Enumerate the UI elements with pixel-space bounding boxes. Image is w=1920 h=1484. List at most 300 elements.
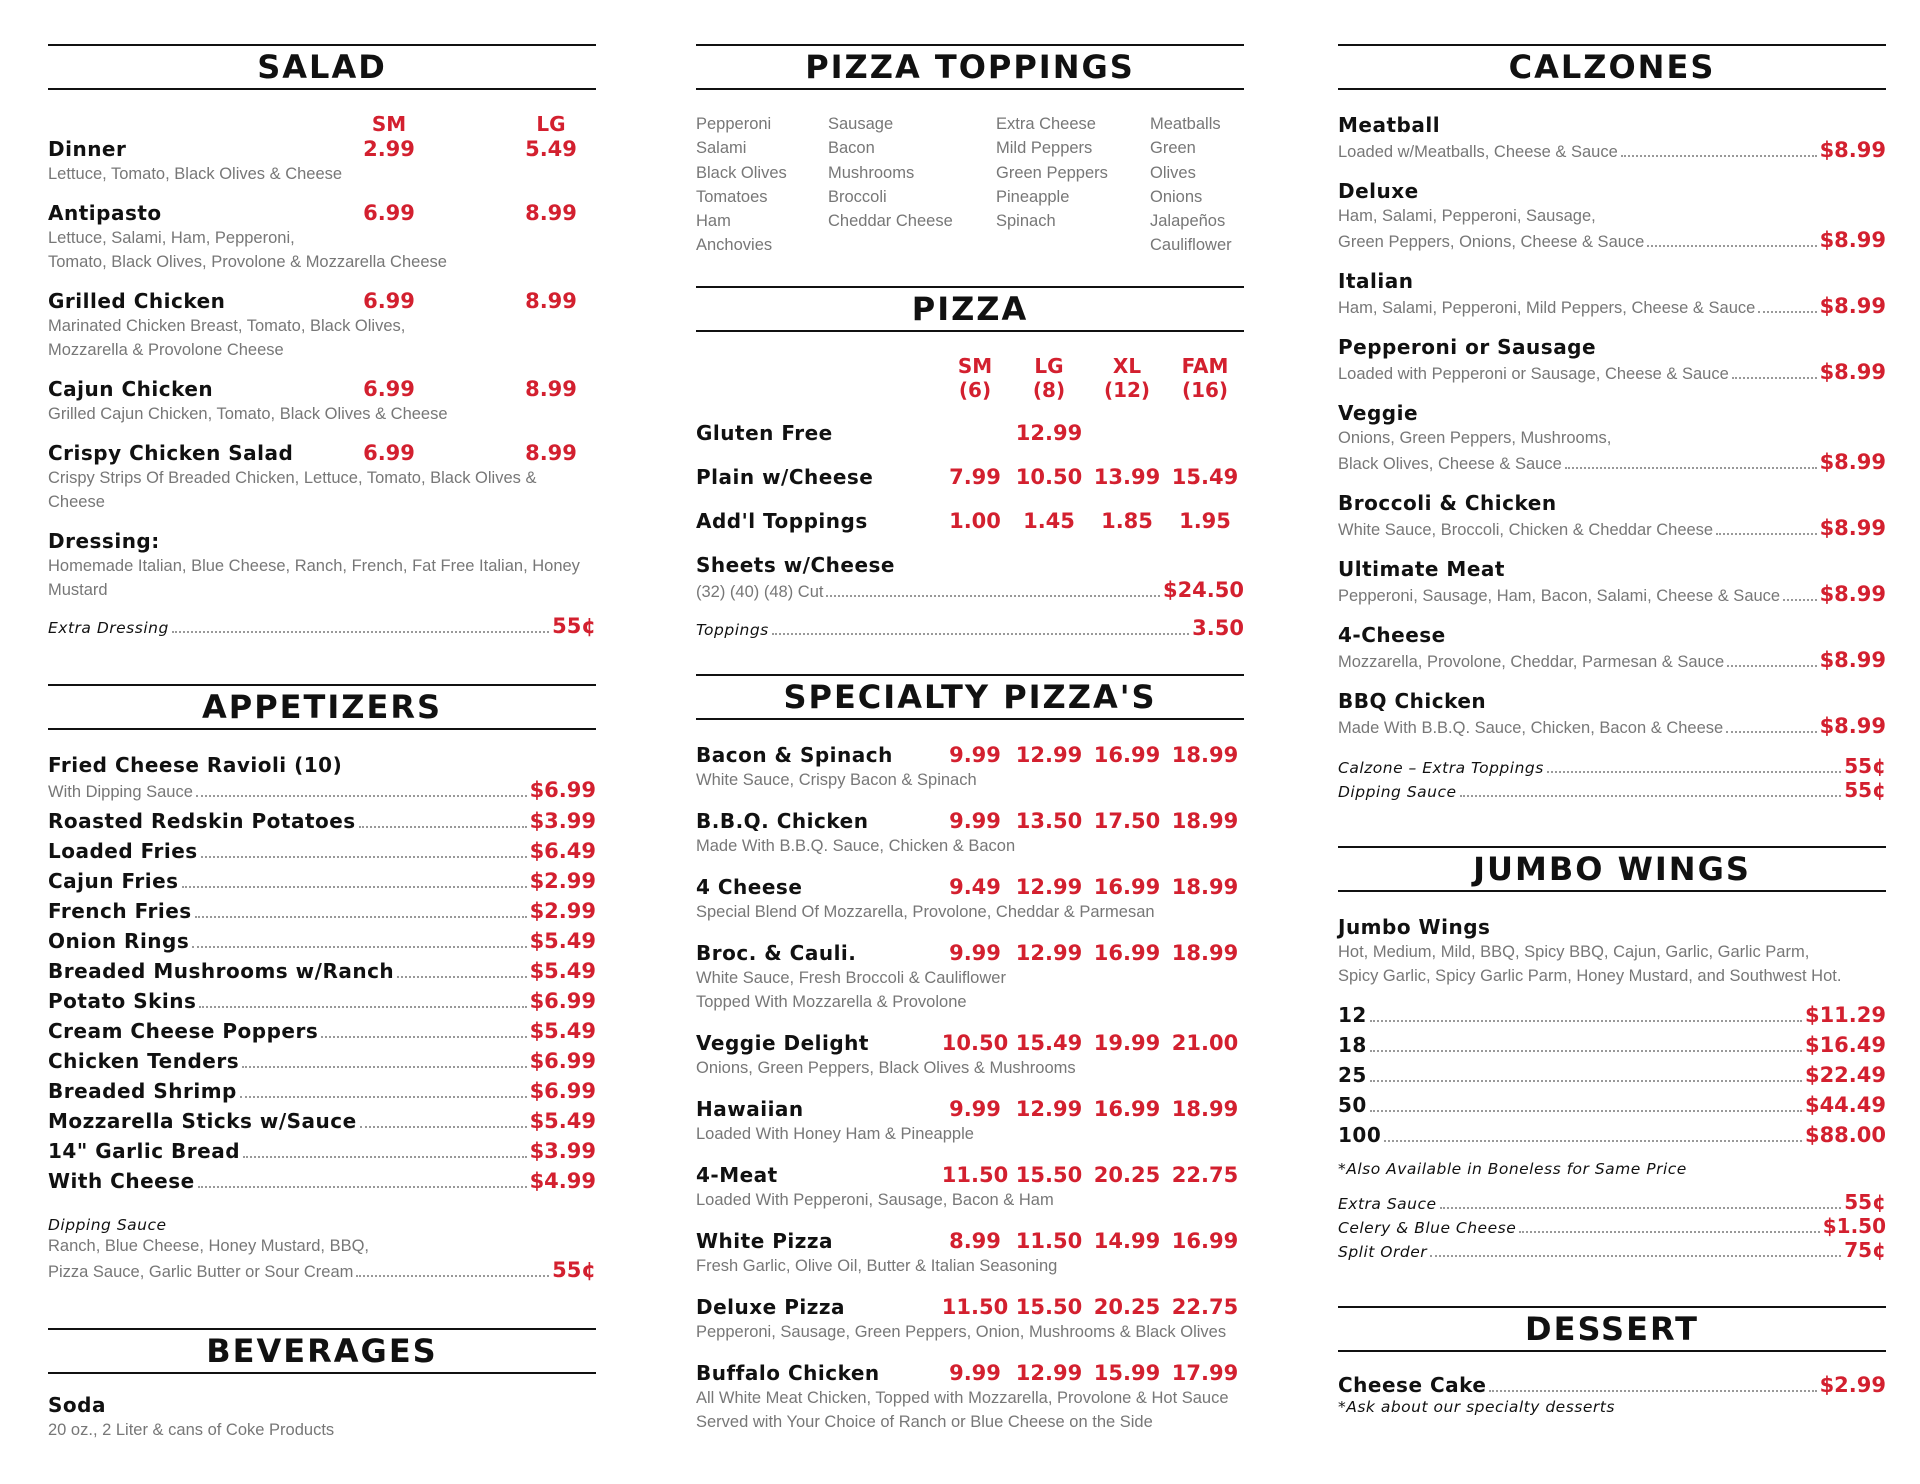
specialty-price: 11.50 (1015, 1228, 1083, 1253)
pizza-price-row (696, 420, 1244, 446)
topping-item: Green Peppers (996, 163, 1108, 182)
pizza-size-label: XL (1112, 353, 1142, 378)
wing-count-row (1338, 1032, 1886, 1062)
specialty-desc: White Sauce, Fresh Broccoli & Cauliflower (696, 968, 1006, 987)
wing-count-row (1338, 1092, 1886, 1122)
sheets-price: $24.50 (1162, 577, 1244, 602)
pizza-toppings-label: Toppings (696, 620, 769, 639)
calzone-item (1338, 334, 1886, 386)
specialty-price: 12.99 (1015, 1360, 1083, 1385)
wing-extra-row (1338, 1214, 1886, 1238)
calzone-price: $8.99 (1819, 360, 1886, 384)
appetizer-name: Mozzarella Sticks w/Sauce (48, 1109, 357, 1133)
specialty-desc: Made With B.B.Q. Sauce, Chicken & Bacon (696, 836, 1016, 855)
topping-item: Black Olives (696, 163, 787, 182)
specialty-name: 4 Cheese (696, 874, 803, 899)
specialty-line (696, 1228, 1244, 1254)
salad-price-sm: 6.99 (363, 201, 415, 225)
specialty-price: 16.99 (1093, 742, 1161, 767)
salad-size-header (48, 112, 596, 136)
appetizer-price: $2.99 (529, 899, 596, 923)
leader-dots (360, 1126, 527, 1128)
appetizer-row (48, 1138, 596, 1168)
specialty-line (696, 1030, 1244, 1056)
calzone-desc: Black Olives, Cheese & Sauce (1338, 455, 1562, 473)
calzone-price: $8.99 (1819, 648, 1886, 672)
size-sm-label: SM (371, 112, 407, 136)
salad-name: Cajun Chicken (48, 377, 214, 401)
appetizer-price: $2.99 (529, 869, 596, 893)
calzone-desc: Onions, Green Peppers, Mushrooms, (1338, 429, 1612, 447)
wings-desc-1: Hot, Medium, Mild, BBQ, Spicy BBQ, Cajun, Garlic, Garlic Parm, (1338, 943, 1810, 961)
leader-dots (1565, 467, 1817, 469)
calzone-price-row (1338, 648, 1886, 674)
salad-name: Antipasto (48, 201, 162, 225)
specialty-price: 9.99 (949, 742, 1001, 767)
pizza-toppings-row (696, 616, 1244, 640)
appetizer-row (48, 898, 596, 928)
specialty-item (696, 940, 1244, 1014)
specialty-name: Buffalo Chicken (696, 1360, 880, 1385)
specialty-desc: Topped With Mozzarella & Provolone (696, 992, 967, 1011)
calzone-price: $8.99 (1819, 138, 1886, 162)
pizza-price-row (696, 464, 1244, 490)
leader-dots (1726, 731, 1816, 733)
extra-dressing-label: Extra Dressing (48, 619, 169, 637)
appetizer-price: $5.49 (529, 1109, 596, 1133)
appetizer-name: Cajun Fries (48, 869, 179, 893)
beverage-name: Soda (48, 1393, 106, 1417)
calzones-title: CALZONES (1338, 44, 1886, 90)
specialty-item (696, 1360, 1244, 1434)
topping-item: Extra Cheese (996, 115, 1096, 133)
sheets-block (696, 552, 1244, 640)
specialty-line (696, 940, 1244, 966)
wings-name: Jumbo Wings (1338, 915, 1491, 939)
appetizer-price: $6.99 (529, 778, 596, 802)
appetizer-desc: With Dipping Sauce (48, 783, 193, 801)
appetizer-price: $5.49 (529, 959, 596, 983)
appetizer-row (48, 1078, 596, 1108)
wing-count-row (1338, 1002, 1886, 1032)
wing-price: $16.49 (1804, 1033, 1886, 1057)
pizza-row-name: Add'l Toppings (696, 508, 868, 533)
salad-desc: Marinated Chicken Breast, Tomato, Black Olives, (48, 317, 406, 335)
leader-dots (1783, 599, 1816, 601)
topping-item: Bacon (828, 139, 875, 158)
wing-price: $11.29 (1804, 1003, 1886, 1027)
leader-dots (1519, 1231, 1819, 1233)
specialty-price: 12.99 (1015, 940, 1083, 965)
pizza-size-inch: (16) (1181, 377, 1229, 402)
specialty-line (696, 1294, 1244, 1320)
specialty-name: B.B.Q. Chicken (696, 808, 869, 833)
extra-dressing-row (48, 614, 596, 638)
column-middle (696, 44, 1244, 1450)
leader-dots (1440, 1207, 1842, 1209)
wing-extra-price: $1.50 (1822, 1214, 1886, 1238)
specialty-line (696, 1162, 1244, 1188)
wing-count-row (1338, 1062, 1886, 1092)
toppings-col-4 (1150, 112, 1244, 258)
specialty-title: SPECIALTY PIZZA'S (696, 674, 1244, 720)
calzone-price-row (1338, 360, 1886, 386)
calzone-name: Broccoli & Chicken (1338, 491, 1557, 515)
specialty-price: 12.99 (1015, 874, 1083, 899)
specialty-price: 22.75 (1171, 1294, 1239, 1319)
appetizer-row (48, 808, 596, 838)
leader-dots (1384, 1140, 1802, 1142)
appetizer-price: $6.99 (529, 989, 596, 1013)
salad-item-line (48, 200, 596, 226)
salad-desc: Grilled Cajun Chicken, Tomato, Black Olives & Cheese (48, 405, 448, 423)
appetizer-name: Cream Cheese Poppers (48, 1019, 319, 1043)
specialty-price: 16.99 (1093, 874, 1161, 899)
specialty-desc: White Sauce, Crispy Bacon & Spinach (696, 770, 977, 789)
calzone-desc: Pepperoni, Sausage, Ham, Bacon, Salami, Cheese & Sauce (1338, 587, 1781, 605)
topping-item: Green Olives (1150, 139, 1196, 182)
calzone-desc: Ham, Salami, Pepperoni, Mild Peppers, Cheese & Sauce (1338, 299, 1756, 317)
calzone-name: Veggie (1338, 401, 1419, 425)
appetizer-row (48, 1168, 596, 1198)
calzone-item (1338, 178, 1886, 254)
appetizer-name: Breaded Mushrooms w/Ranch (48, 959, 395, 983)
appetizer-price: $6.99 (529, 1079, 596, 1103)
specialty-price: 18.99 (1171, 808, 1239, 833)
appetizer-row (48, 868, 596, 898)
calzone-price: $8.99 (1819, 450, 1886, 474)
specialty-price: 9.49 (949, 874, 1001, 899)
leader-dots (1716, 533, 1816, 535)
wing-price: $88.00 (1804, 1123, 1886, 1147)
appetizer-price: $3.99 (529, 1139, 596, 1163)
leader-dots (772, 633, 1189, 635)
topping-item: Mild Peppers (996, 139, 1093, 158)
leader-dots (1732, 377, 1817, 379)
calzone-name: 4-Cheese (1338, 623, 1446, 647)
specialty-line (696, 1096, 1244, 1122)
specialty-price: 15.50 (1015, 1162, 1083, 1187)
appetizer-name: Onion Rings (48, 929, 190, 953)
topping-item: Broccoli (828, 187, 887, 206)
calzone-item (1338, 556, 1886, 608)
salad-item-line (48, 136, 596, 162)
beverage-desc: 20 oz., 2 Liter & cans of Coke Products (48, 1421, 335, 1439)
calzone-price-row (1338, 228, 1886, 254)
leader-dots (1370, 1080, 1802, 1082)
calzone-desc: Ham, Salami, Pepperoni, Sausage, (1338, 207, 1596, 225)
dressing-desc: Homemade Italian, Blue Cheese, Ranch, French, Fat Free Italian, Honey Mustard (48, 557, 580, 599)
calzone-name: Pepperoni or Sausage (1338, 335, 1597, 359)
calzone-extra-row (1338, 778, 1886, 802)
dessert-name: Cheese Cake (1338, 1373, 1487, 1397)
dipping-sauce-block (48, 1216, 596, 1284)
specialty-price: 22.75 (1171, 1162, 1239, 1187)
pizza-size-inch: (6) (958, 377, 992, 402)
calzone-price: $8.99 (1819, 714, 1886, 738)
specialty-price: 18.99 (1171, 940, 1239, 965)
specialty-price: 13.50 (1015, 808, 1083, 833)
calzone-price-row (1338, 516, 1886, 542)
specialty-price: 15.49 (1015, 1030, 1083, 1055)
dressing-block (48, 528, 596, 638)
calzone-name: Italian (1338, 269, 1414, 293)
specialty-price: 12.99 (1015, 742, 1083, 767)
specialty-desc: Fresh Garlic, Olive Oil, Butter & Italian Seasoning (696, 1256, 1058, 1275)
pizza-size-label: FAM (1181, 353, 1229, 378)
sheets-name: Sheets w/Cheese (696, 552, 895, 577)
dessert-row (1338, 1372, 1886, 1398)
calzone-extra-label: Dipping Sauce (1338, 783, 1457, 801)
topping-item: Tomatoes (696, 187, 768, 206)
salad-price-sm: 6.99 (363, 289, 415, 313)
leader-dots (1489, 1390, 1816, 1392)
topping-item: Sausage (828, 115, 894, 133)
pizza-price: 13.99 (1093, 464, 1161, 489)
specialty-price: 19.99 (1093, 1030, 1161, 1055)
pizza-price: 1.45 (1023, 508, 1075, 533)
pizza-price-row (696, 508, 1244, 534)
specialty-item (696, 742, 1244, 792)
pizza-size-col (1010, 354, 1088, 402)
toppings-col-1 (696, 112, 828, 258)
wing-extra-row (1338, 1190, 1886, 1214)
salad-name: Grilled Chicken (48, 289, 226, 313)
specialty-price: 16.99 (1171, 1228, 1239, 1253)
specialty-price: 16.99 (1093, 1096, 1161, 1121)
appetizer-row (48, 988, 596, 1018)
appetizer-name: With Cheese (48, 1169, 195, 1193)
salad-price-sm: 6.99 (363, 377, 415, 401)
topping-item: Ham (696, 212, 731, 231)
specialty-name: White Pizza (696, 1228, 834, 1253)
calzone-desc: Mozzarella, Provolone, Cheddar, Parmesan & Sauce (1338, 653, 1725, 671)
pizza-price: 10.50 (1015, 464, 1083, 489)
specialty-item (696, 808, 1244, 858)
pizza-price-rows (696, 420, 1244, 534)
salad-desc: Lettuce, Tomato, Black Olives & Cheese (48, 165, 343, 183)
leader-dots (1727, 665, 1816, 667)
size-lg-label: LG (536, 112, 566, 136)
wing-extra-price: 55¢ (1844, 1190, 1886, 1214)
dipping-label: Dipping Sauce (48, 1216, 167, 1234)
salad-price-sm: 2.99 (363, 137, 415, 161)
salad-list (48, 136, 596, 514)
salad-item-line (48, 288, 596, 314)
topping-item: Cheddar Cheese (828, 212, 953, 231)
salad-item (48, 200, 596, 274)
leader-dots (192, 946, 526, 948)
specialty-price: 16.99 (1093, 940, 1161, 965)
calzone-name: Meatball (1338, 113, 1441, 137)
appetizer-first (48, 752, 596, 808)
salad-desc: Lettuce, Salami, Ham, Pepperoni, (48, 229, 295, 247)
pizza-price: 1.00 (949, 508, 1001, 533)
leader-dots (196, 795, 527, 797)
dessert-title: DESSERT (1338, 1306, 1886, 1352)
salad-desc: Crispy Strips Of Breaded Chicken, Lettuce, Tomato, Black Olives & Cheese (48, 469, 537, 511)
pizza-price: 1.85 (1101, 508, 1153, 533)
leader-dots (199, 1006, 526, 1008)
wing-extra-price: 75¢ (1844, 1238, 1886, 1262)
appetizer-list (48, 808, 596, 1198)
appetizer-row (48, 928, 596, 958)
dipping-row (48, 1258, 596, 1284)
leader-dots (1370, 1050, 1802, 1052)
appetizer-price: $4.99 (529, 1169, 596, 1193)
specialty-price: 9.99 (949, 1096, 1001, 1121)
dessert-note: *Ask about our specialty desserts (1338, 1398, 1615, 1416)
appetizer-price: $5.49 (529, 929, 596, 953)
appetizer-row (48, 958, 596, 988)
extra-dressing-price: 55¢ (552, 614, 596, 638)
leader-dots (1460, 795, 1842, 797)
salad-price-lg: 8.99 (525, 377, 577, 401)
salad-item (48, 136, 596, 186)
salad-item-line (48, 440, 596, 466)
leader-dots (172, 631, 549, 633)
specialty-item (696, 874, 1244, 924)
dipping-price: 55¢ (552, 1258, 596, 1282)
leader-dots (1547, 771, 1841, 773)
pizza-price: 1.95 (1179, 508, 1231, 533)
calzone-desc: Green Peppers, Onions, Cheese & Sauce (1338, 233, 1645, 251)
specialty-price: 14.99 (1093, 1228, 1161, 1253)
calzone-price-row (1338, 714, 1886, 740)
appetizer-name: French Fries (48, 899, 192, 923)
salad-price-lg: 8.99 (525, 289, 577, 313)
topping-item: Meatballs (1150, 115, 1221, 133)
wings-desc-2: Spicy Garlic, Spicy Garlic Parm, Honey Mustard, and Southwest Hot. (1338, 967, 1842, 985)
specialty-desc: Loaded With Pepperoni, Sausage, Bacon & Ham (696, 1190, 1054, 1209)
calzone-price: $8.99 (1819, 516, 1886, 540)
specialty-line (696, 874, 1244, 900)
wing-qty: 25 (1338, 1063, 1367, 1087)
leader-dots (1758, 311, 1816, 313)
specialty-price: 17.50 (1093, 808, 1161, 833)
specialty-name: 4-Meat (696, 1162, 778, 1187)
appetizer-name: Breaded Shrimp (48, 1079, 237, 1103)
leader-dots (1370, 1020, 1802, 1022)
leader-dots (1370, 1110, 1802, 1112)
specialty-price: 20.25 (1093, 1162, 1161, 1187)
appetizer-name: 14" Garlic Bread (48, 1139, 241, 1163)
calzone-item (1338, 268, 1886, 320)
specialty-price: 10.50 (941, 1030, 1009, 1055)
specialty-item (696, 1096, 1244, 1146)
calzone-name: Deluxe (1338, 179, 1419, 203)
topping-item: Anchovies (696, 236, 773, 255)
specialty-name: Hawaiian (696, 1096, 804, 1121)
appetizer-row (48, 1048, 596, 1078)
leader-dots (1647, 245, 1816, 247)
specialty-item (696, 1228, 1244, 1278)
toppings-title: PIZZA TOPPINGS (696, 44, 1244, 90)
leader-dots (240, 1096, 527, 1098)
calzone-item (1338, 112, 1886, 164)
specialty-price: 11.50 (941, 1294, 1009, 1319)
specialty-desc: Served with Your Choice of Ranch or Blue Cheese on the Side (696, 1412, 1153, 1431)
leader-dots (182, 886, 527, 888)
specialty-price: 20.25 (1093, 1294, 1161, 1319)
calzone-list (1338, 112, 1886, 740)
calzone-name: Ultimate Meat (1338, 557, 1505, 581)
pizza-size-inch: (12) (1103, 377, 1151, 402)
topping-item: Pepperoni (696, 115, 772, 133)
wing-extra-row (1338, 1238, 1886, 1262)
specialty-name: Veggie Delight (696, 1030, 869, 1055)
calzone-extra-price: 55¢ (1844, 778, 1886, 802)
specialty-price: 12.99 (1015, 1096, 1083, 1121)
calzone-price: $8.99 (1819, 582, 1886, 606)
specialty-price: 15.99 (1093, 1360, 1161, 1385)
appetizer-price: $5.49 (529, 1019, 596, 1043)
wing-qty: 100 (1338, 1123, 1382, 1147)
wing-extras (1338, 1190, 1886, 1262)
pizza-size-col (1088, 354, 1166, 402)
topping-item: Salami (696, 139, 747, 158)
appetizers-title: APPETIZERS (48, 684, 596, 730)
calzone-desc: Made With B.B.Q. Sauce, Chicken, Bacon & Cheese (1338, 719, 1724, 737)
specialty-price: 9.99 (949, 940, 1001, 965)
toppings-col-3 (996, 112, 1150, 258)
calzone-extras (1338, 754, 1886, 802)
salad-price-lg: 8.99 (525, 201, 577, 225)
calzone-item (1338, 622, 1886, 674)
specialty-price: 9.99 (949, 1360, 1001, 1385)
dressing-label: Dressing: (48, 529, 160, 553)
dipping-desc-1: Ranch, Blue Cheese, Honey Mustard, BBQ, (48, 1237, 369, 1255)
leader-dots (243, 1156, 527, 1158)
specialty-price: 15.50 (1015, 1294, 1083, 1319)
specialty-line (696, 1360, 1244, 1386)
calzone-name: BBQ Chicken (1338, 689, 1487, 713)
salad-item (48, 376, 596, 426)
toppings-col-2 (828, 112, 996, 258)
leader-dots (321, 1036, 526, 1038)
specialty-list (696, 742, 1244, 1434)
pizza-row-name: Gluten Free (696, 420, 833, 445)
topping-item: Onions (1150, 187, 1203, 206)
specialty-name: Broc. & Cauli. (696, 940, 857, 965)
wing-count-row (1338, 1122, 1886, 1152)
specialty-price: 8.99 (949, 1228, 1001, 1253)
boneless-note: *Also Available in Boneless for Same Price (1338, 1160, 1687, 1178)
calzone-price: $8.99 (1819, 294, 1886, 318)
column-right (1338, 44, 1886, 1416)
leader-dots (1430, 1255, 1841, 1257)
specialty-price: 11.50 (941, 1162, 1009, 1187)
specialty-line (696, 742, 1244, 768)
specialty-desc: Onions, Green Peppers, Black Olives & Mushrooms (696, 1058, 1076, 1077)
wing-price: $44.49 (1804, 1093, 1886, 1117)
appetizer-name: Roasted Redskin Potatoes (48, 809, 356, 833)
salad-name: Dinner (48, 137, 127, 161)
pizza-row-name: Plain w/Cheese (696, 464, 874, 489)
leader-dots (397, 976, 526, 978)
calzone-item (1338, 490, 1886, 542)
specialty-line (696, 808, 1244, 834)
pizza-size-inch: (8) (1032, 377, 1066, 402)
leader-dots (198, 1186, 527, 1188)
appetizer-row (48, 838, 596, 868)
calzone-price-row (1338, 582, 1886, 608)
specialty-item (696, 1294, 1244, 1344)
calzone-extra-label: Calzone – Extra Toppings (1338, 759, 1544, 777)
leader-dots (195, 916, 527, 918)
topping-item: Mushrooms (828, 163, 915, 182)
appetizer-price: $3.99 (529, 809, 596, 833)
